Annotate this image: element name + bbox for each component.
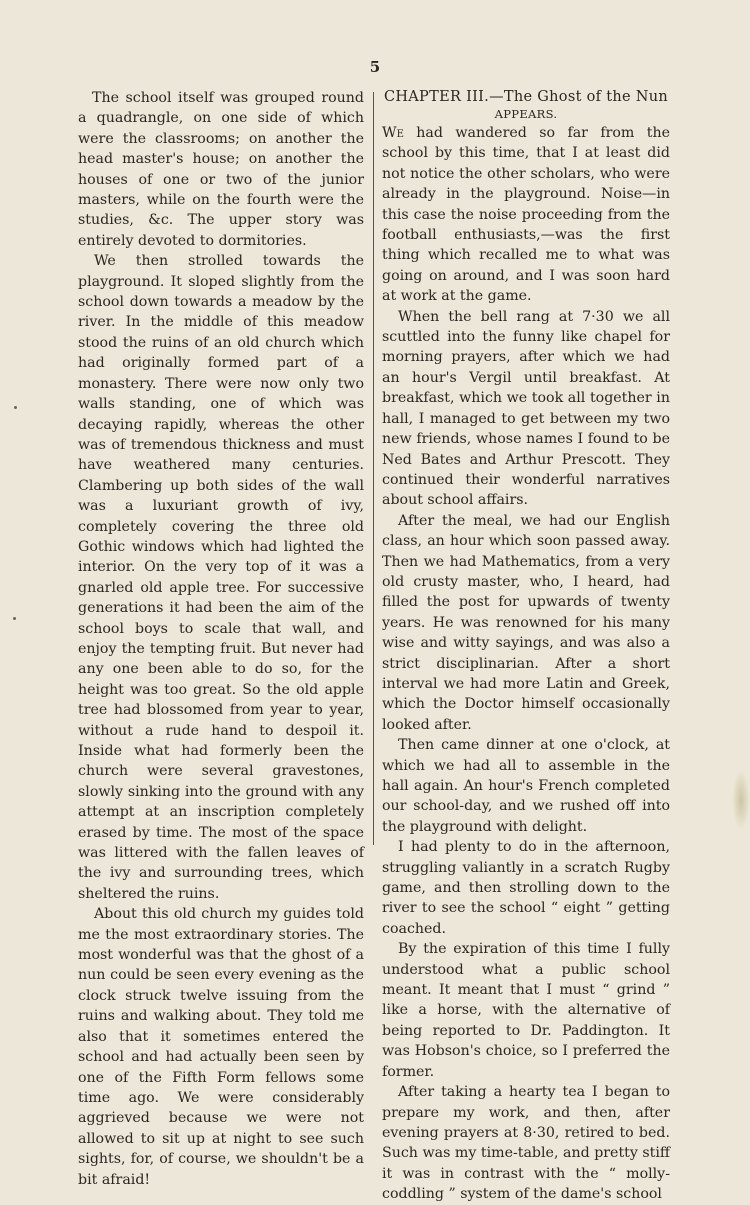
paragraph-playground: We then strolled towards the playground. It sloped slightly from the school down towards a meadow by the river. In the middle of this meadow stood the ruins of an old church which had originally formed part of a monastery. There were now only two walls standing, one of which was decaying rapidly, whereas the other was of tremendous thickness and must have weathered many centuries. Clambering up both sides of the wall was a luxuriant growth of ivy, completely covering the three old Gothic windows which had lighted the interior. On the very top of it was a gnarled old apple tree. For successive generations it had been the aim of the school boys to scale that wall, and enjoy the tempting fruit. But never had any one been able to do so, for the height was too great. So the old apple tree had blossomed from year to year, without a rude hand to despoil it. Inside what had formerly been the church were several gravestones, slowly sinking into the ground with any attempt at an inscription completely erased by time. The most of the space was littered with the fallen leaves of the ivy and surrounding trees, which sheltered the ruins. (78, 253, 364, 902)
opening-word: We (382, 125, 404, 141)
paragraph-public-school: By the expiration of this time I fully understood what a public school meant. It meant that I must “ grind ” like a horse, with the alternative of being reported to Dr. Paddington. It was Hobson's choice, so I preferred the former. (382, 941, 670, 1080)
paragraph-football (382, 123, 670, 307)
column-divider (373, 92, 374, 845)
right-column (382, 88, 670, 1205)
paragraph-english-class: After the meal, we had our English class, an hour which soon passed away. Then we had Mathematics, from a very old crusty master, who, I heard, had filled the post for upwards of twenty years. He was renowned for his many wise and witty sayings, and was also a strict disciplinarian. After a short interval we had more Latin and Greek, which the Doctor himself occasionally looked after. (382, 512, 670, 733)
paragraph-afternoon: I had plenty to do in the afternoon, struggling valiantly in a scratch Rugby game, and then strolling down to the river to see the school “ eight ” getting coached. (382, 839, 670, 937)
paragraph-tea: After taking a hearty tea I began to prepare my work, and then, after evening prayers at 8·30, retired to bed. Such was my time-table, and pretty stiff it was in contrast with the “ molly-coddling ” system of the dame's school (382, 1084, 670, 1203)
chapter-heading-continued: APPEARS. (494, 107, 558, 121)
paper-speck (13, 617, 16, 620)
chapter-heading: CHAPTER III.—The Ghost of the Nun (383, 89, 669, 105)
paragraph-dinner: Then came dinner at one o'clock, at which we had all to assemble in the hall again. An hour's French completed our school-day, and we rushed off into the playground with delight. (382, 737, 670, 835)
paragraph-football-text: had wandered so far from the school by this time, that I at least did not notice the other scholars, who were already in the playground. Noise—in this case the noise proceeding from the football enthusiasts,—was the first thing which recalled me to what was going on around, and I was soon hard at work at the game. (382, 125, 670, 305)
paragraph-bell: When the bell rang at 7·30 we all scuttled into the funny like chapel for morning prayers, after which we had an hour's Vergil until breakfast. At breakfast, which we took all together in hall, I managed to get between my two new friends, whose names I found to be Ned Bates and Arthur Prescott. They continued their wonderful narratives about school affairs. (382, 308, 670, 509)
left-column (78, 88, 364, 1190)
paper-speck (14, 406, 17, 409)
paragraph-old-church: About this old church my guides told me the most extraordinary stories. The most wonderful was that the ghost of a nun could be seen every evening as the clock struck twelve issuing from the ruins and walking about. They told me also that it sometimes entered the school and had actually been seen by one of the Fifth Form fellows some time ago. We were considerably aggrieved because we were not allowed to sit up at night to see such sights, for, of course, we shouldn't be a bit afraid! (78, 906, 364, 1188)
paragraph-quadrangle: The school itself was grouped round a quadrangle, on one side of which were the classrooms; on another the head master's house; on another the houses of one or two of the junior masters, while on the fourth were the studies, &c. The upper story was entirely devoted to dormitories. (78, 90, 364, 249)
page-number: 5 (369, 58, 381, 76)
paper-stain (732, 770, 750, 830)
